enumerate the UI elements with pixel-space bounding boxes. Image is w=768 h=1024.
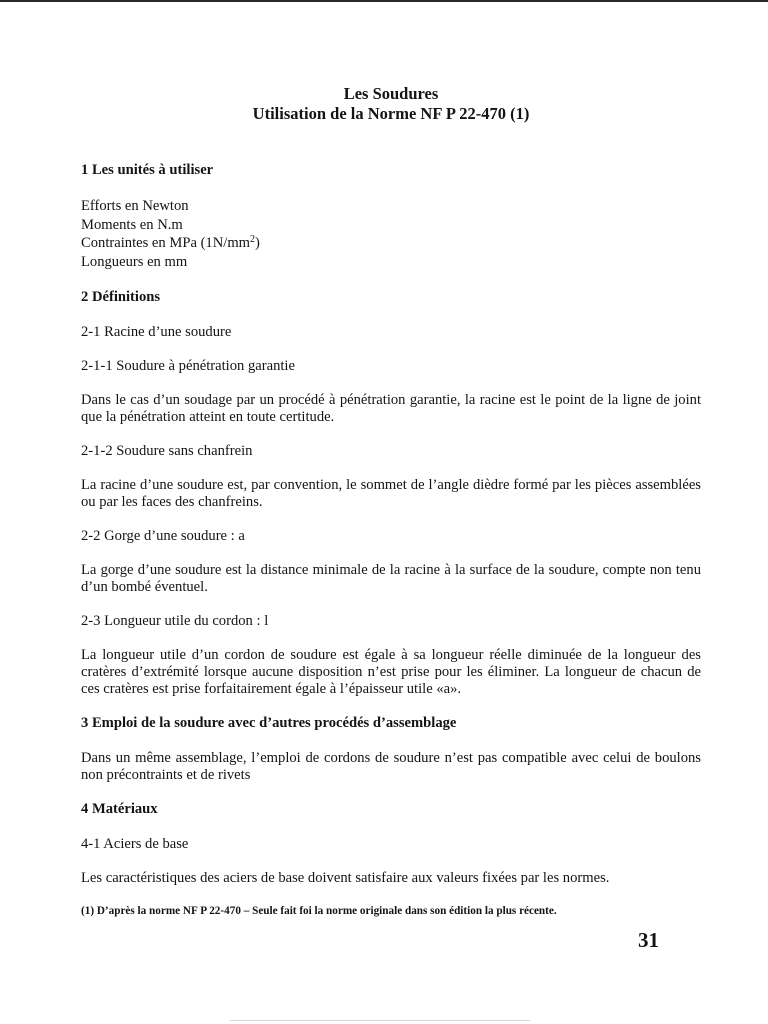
unit-longueurs: Longueurs en mm: [81, 253, 188, 270]
unit-moments: Moments en N.m: [81, 216, 183, 233]
unit-efforts: Efforts en Newton: [81, 198, 189, 214]
footnote: (1) D’après la norme NF P 22-470 – Seule fait foi la norme originale dans son édition la plus récente.: [81, 905, 557, 917]
subsection-2-1-2-text: La racine d’une soudure est, par convention, le sommet de l’angle dièdre formé par les pièces assemblées ou par les faces des chanfreins.: [81, 477, 701, 510]
unit-contraintes: Contraintes en MPa $(1N/mm^2)$: [81, 234, 260, 251]
section-1-heading: 1 Les unités à utiliser: [81, 162, 214, 178]
section-4-heading: 4 Matériaux: [81, 801, 158, 817]
subsection-2-3-heading: 2-3 Longueur utile du cordon : l: [81, 613, 269, 629]
page-title: Les Soudures: [343, 84, 439, 103]
subsection-4-1-text: Les caractéristiques des aciers de base doivent satisfaire aux valeurs fixées par les normes.: [81, 870, 610, 886]
subsection-2-2-text: La gorge d’une soudure est la distance minimale de la racine à la surface de la soudure, compte non tenu d’un bombé éventuel.: [81, 562, 701, 595]
subsection-2-3-text: La longueur utile d’un cordon de soudure est égale à sa longueur réelle diminuée de la longueur des cratères d’extrémité lorsque aucune disposition n’est prise pour les éliminer. La longueur de chacun de ces cratères est prise forfaitairement égale à l’épaisseur utile «a».: [81, 647, 701, 697]
subsection-2-1-1-heading: 2-1-1 Soudure à pénétration garantie: [81, 358, 295, 374]
scan-artifact-line: [230, 1020, 530, 1021]
section-3-text: Dans un même assemblage, l’emploi de cordons de soudure n’est pas compatible avec celui de boulons non précontraints et de rivets: [81, 750, 701, 783]
subsection-2-1-1-text: Dans le cas d’un soudage par un procédé à pénétration garantie, la racine est le point de la ligne de joint que la pénétration atteint en toute certitude.: [81, 392, 701, 425]
page-subtitle: Utilisation de la Norme NF P 22-470 (1): [252, 104, 530, 123]
document-page: [81, 84, 701, 918]
top-border-line: [0, 0, 768, 2]
units-list: [81, 197, 701, 271]
page-number: 31: [638, 928, 659, 952]
subsection-2-2-heading: 2-2 Gorge d’une soudure : a: [81, 528, 245, 544]
section-2-heading: 2 Définitions: [81, 289, 161, 305]
section-3-heading: 3 Emploi de la soudure avec d’autres procédés d’assemblage: [81, 715, 457, 731]
subsection-4-1-heading: 4-1 Aciers de base: [81, 836, 189, 852]
subsection-2-1-2-heading: 2-1-2 Soudure sans chanfrein: [81, 443, 253, 459]
subsection-2-1-heading: 2-1 Racine d’une soudure: [81, 324, 232, 340]
